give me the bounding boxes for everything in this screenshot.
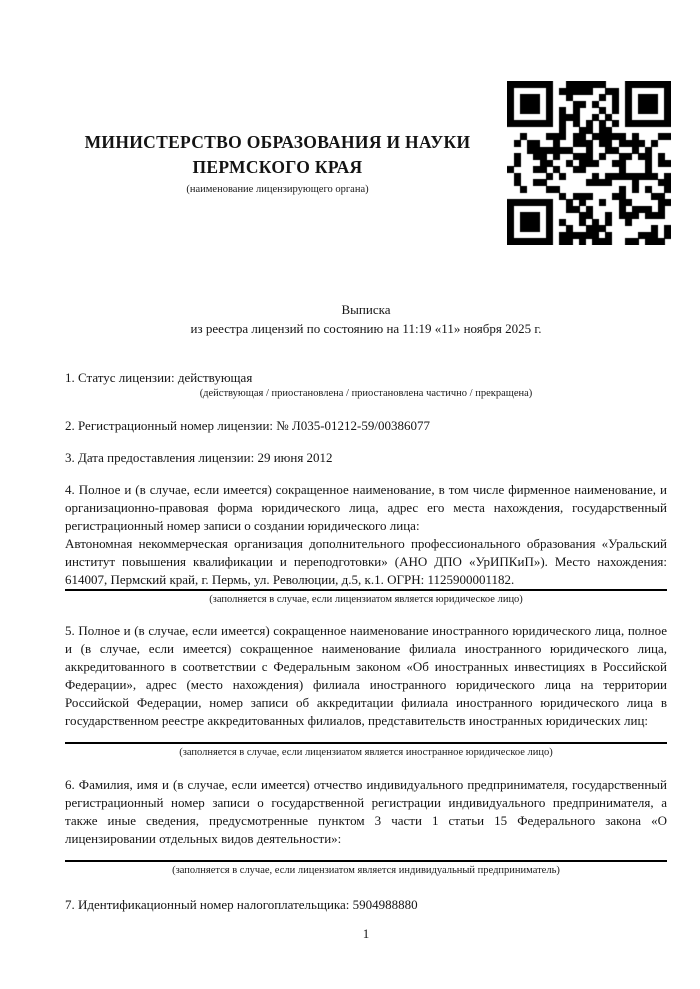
item-4-fill-line — [65, 589, 667, 591]
item-1-license-status — [65, 369, 667, 400]
item-1-caption: (действующая / приостановлена / приостановлена частично / прекращена) — [199, 388, 533, 399]
item-3-text: 3. Дата предоставления лицензии: 29 июня 2012 — [65, 450, 333, 465]
qr-code-icon — [507, 81, 671, 245]
item-6-label: 6. Фамилия, имя и (в случае, если имеется) отчество индивидуального предпринимателя, государственный регистрационный номер записи о государственной регистрации индивидуального предпринимателя, а также иные сведения, предусмотренные пунктом 3 части 1 статьи 15 Федерального закона «О лицензировании отдельных видов деятельности»: — [65, 777, 667, 846]
ministry-caption: (наименование лицензирующего органа) — [186, 184, 369, 195]
ministry-name-line1: МИНИСТЕРСТВО ОБРАЗОВАНИЯ И НАУКИ — [84, 132, 471, 152]
item-6-caption: (заполняется в случае, если лицензиатом является индивидуальный предприниматель) — [172, 865, 560, 876]
item-4-value: Автономная некоммерческая организация дополнительного профессионального образования «Уральский институт повышения квалификации и переподготовки» (АНО ДПО «УрИПКиП»). Место нахождения: 614007, Пермский край, г. Пермь, ул. Революции, д.5, к.1. ОГРН: 1125900001182. — [65, 536, 667, 587]
item-7-taxpayer-id — [65, 896, 667, 914]
item-4-legal-entity — [65, 481, 667, 606]
item-3-grant-date — [65, 449, 667, 467]
issuing-authority-block — [65, 130, 490, 196]
document-title: Выписка — [341, 302, 391, 317]
item-2-registration-number — [65, 417, 667, 435]
item-6-fill-line — [65, 860, 667, 862]
item-7-text: 7. Идентификационный номер налогоплательщика: 5904988880 — [65, 897, 418, 912]
item-5-foreign-entity — [65, 622, 667, 759]
item-5-label: 5. Полное и (в случае, если имеется) сокращенное наименование иностранного юридического лица, полное и (в случае, если имеется) сокращенное наименование филиала иностранного юридического лица, аккредитованного в соответствии с Федеральным законом «Об иностранных инвестициях в Российской Федерации», адрес (место нахождения) филиала иностранного юридического лица на территории Российской Федерации, номер записи об аккредитации филиала иностранного юридического лица в государственном реестре аккредитованных филиалов, представительств иностранных юридических лиц: — [65, 623, 667, 728]
item-4-caption: (заполняется в случае, если лицензиатом является юридическое лицо) — [209, 594, 523, 605]
item-5-caption: (заполняется в случае, если лицензиатом является иностранное юридическое лицо) — [179, 747, 553, 758]
page-number: 1 — [362, 926, 370, 941]
document-title-block — [65, 301, 667, 338]
item-5-fill-line — [65, 742, 667, 744]
document-subtitle: из реестра лицензий по состоянию на 11:19 «11» ноября 2025 г. — [190, 320, 542, 336]
item-4-label: 4. Полное и (в случае, если имеется) сокращенное наименование, в том числе фирменное наименование, и организационно-правовая форма юридического лица, адрес его места нахождения, государственный регистрационный номер записи о создании юридического лица: — [65, 482, 667, 533]
item-1-text: 1. Статус лицензии: действующая — [65, 370, 253, 385]
item-2-text: 2. Регистрационный номер лицензии: № Л035-01212-59/00386077 — [65, 418, 431, 433]
item-6-individual-entrepreneur — [65, 776, 667, 877]
ministry-name-line2: ПЕРМСКОГО КРАЯ — [192, 157, 363, 177]
